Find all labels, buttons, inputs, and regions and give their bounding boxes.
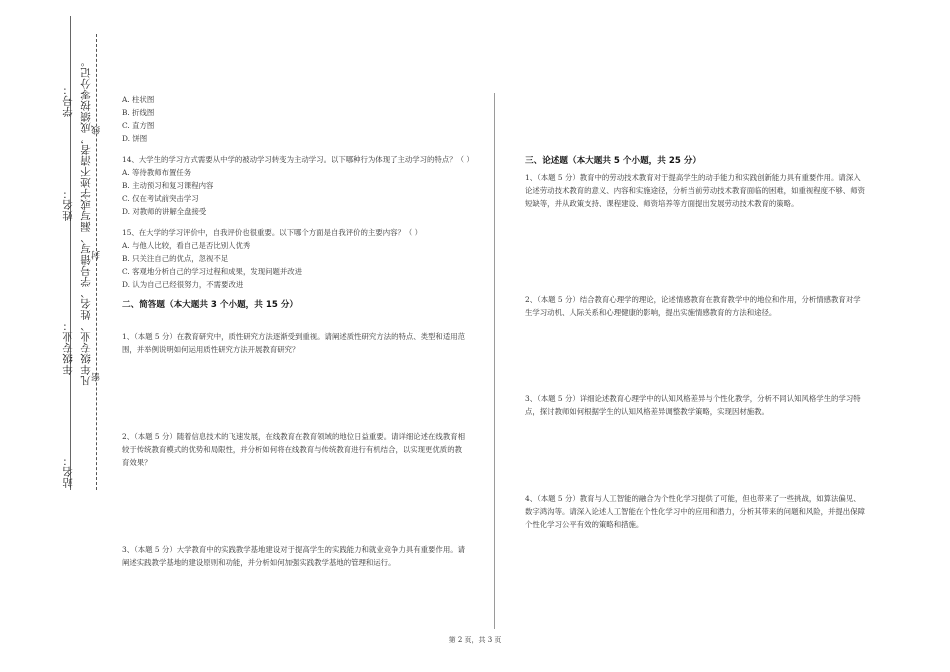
left-column (122, 93, 477, 314)
q14-option-c: C. 仅在考试前突击学习 (122, 194, 199, 203)
q13-option-a: A. 柱状图 (122, 95, 155, 104)
q15-option-b: B. 只关注自己的优点，忽视不足 (122, 254, 229, 263)
q15-option-a: A. 与他人比较，看自己是否比别人优秀 (122, 241, 251, 250)
q14-option-a: A. 等待教师布置任务 (122, 168, 192, 177)
site-label: 站名： (62, 455, 74, 488)
q15-option-c: C. 客观地分析自己的学习过程和成果，发现问题并改进 (122, 267, 303, 276)
q13-option-c: C. 直方图 (122, 121, 155, 130)
column-divider (494, 93, 495, 629)
seal-mark-xian: 线 (92, 125, 102, 135)
essay-1: 1、（本题 5 分）教育中的劳动技术教育对于提高学生的动手能力和实践创新能力具有重要作用。请深入论述劳动技术教育的意义、内容和实施途径，分析当前劳动技术教育面临的困难，如重视程度不够、师资短缺等，并从政策支持、课程建设、师资培养等方面提出发展劳动技术教育的策略。 (525, 173, 865, 208)
essay-4: 4、（本题 5 分）教育与人工智能的融合为个性化学习提供了可能，但也带来了一些挑战，如算法偏见、数字鸿沟等。请深入论述人工智能在个性化学习中的应用和潜力，分析其带来的问题和风险，并提出保障个性化学习公平有效的策略和措施。 (525, 494, 865, 529)
cut-line (96, 34, 97, 490)
page-footer: 第 2 页，共 3 页 (448, 636, 502, 644)
binding-margin (0, 0, 110, 672)
short-answer-1: 1、（本题 5 分）在教育研究中，质性研究方法逐渐受到重视。请阐述质性研究方法的特点、类型和适用范围，并举例说明如何运用质性研究方法开展教育研究？ (122, 332, 465, 354)
section3-title: 三、论述题（本大题共 5 个小题，共 25 分） (525, 156, 702, 166)
exam-notice: 凡年级专业、姓名、学号错写、漏写或字迹不清者，成绩按零分记。 (80, 56, 92, 386)
seal-mark-mi: 密 (92, 372, 102, 382)
essay-2: 2、（本题 5 分）结合教育心理学的理论，论述情感教育在教育教学中的地位和作用，分析情感教育对学生学习动机、人际关系和心理健康的影响，提出实施情感教育的方法和途径。 (525, 295, 861, 317)
grade-major-label: 年级专业： (62, 320, 74, 375)
short-answer-3: 3、（本题 5 分）大学教育中的实践教学基地建设对于提高学生的实践能力和就业竞争力具有重要作用。请阐述实践教学基地的建设原则和功能，并分析如何加强实践教学基地的管理和运行。 (122, 545, 465, 567)
q14-stem: 14、大学生的学习方式需要从中学的被动学习转变为主动学习。以下哪种行为体现了主动学习的特点？（ ） (122, 155, 474, 164)
q13-option-b: B. 折线图 (122, 108, 155, 117)
q15-option-d: D. 认为自己已经很努力，不需要改进 (122, 280, 244, 289)
q14-option-b: B. 主动预习和复习课程内容 (122, 181, 214, 190)
essay-3: 3、（本题 5 分）详细论述教育心理学中的认知风格差异与个性化教学，分析不同认知风格学生的学习特点，探讨教师如何根据学生的认知风格差异调整教学策略，实现因材施教。 (525, 394, 861, 416)
short-answer-2: 2、（本题 5 分）随着信息技术的飞速发展，在线教育在教育领域的地位日益重要。请详细论述在线教育相较于传统教育模式的优势和局限性，并分析如何将在线教育与传统教育进行有机结合，以实现更优质的教育效果？ (122, 432, 465, 467)
section2-title: 二、简答题（本大题共 3 个小题，共 15 分） (122, 300, 299, 310)
q15-stem: 15、在大学的学习评价中，自我评价也很重要。以下哪个方面是自我评价的主要内容？（ ） (122, 228, 422, 237)
seal-mark-feng: 封 (92, 250, 102, 260)
right-column (525, 155, 865, 170)
student-id-label: 学号： (62, 84, 74, 117)
q14-option-d: D. 对教师的讲解全盘接受 (122, 207, 207, 216)
q13-option-d: D. 饼图 (122, 134, 148, 143)
name-label: 姓名： (62, 188, 74, 221)
